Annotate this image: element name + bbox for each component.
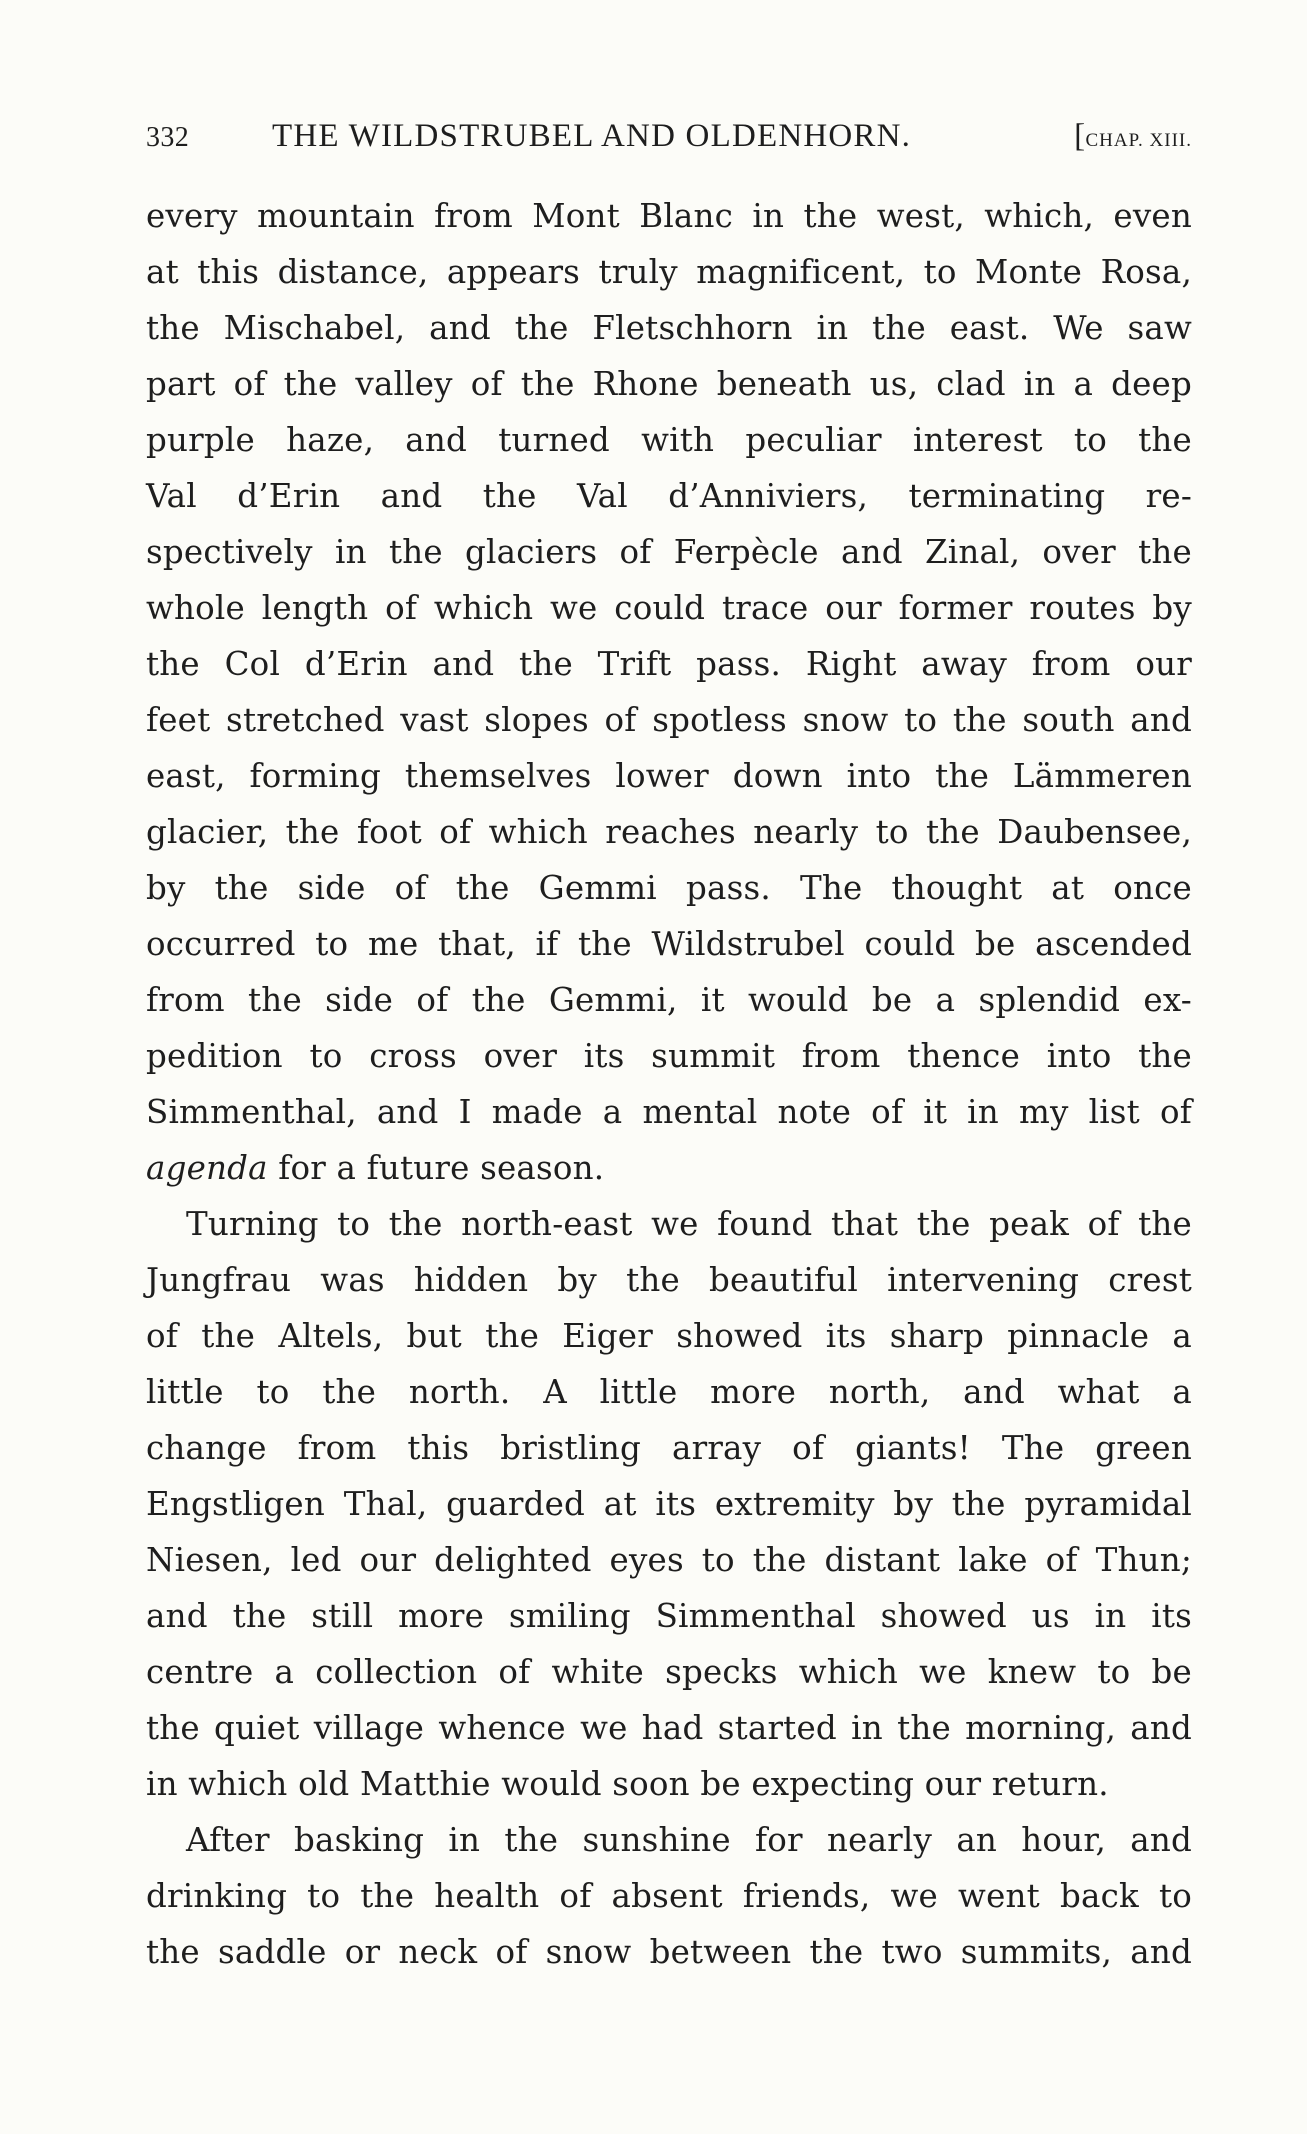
text-line: the Col d’Erin and the Trift pass. Right away from our [146, 645, 1192, 683]
text-line: centre a collection of white specks which we knew to be [146, 1653, 1192, 1691]
text-line: in which old Matthie would soon be expecting our return. [146, 1765, 1109, 1803]
text-line: little to the north. A little more north, and what a [146, 1373, 1192, 1411]
text-line: pedition to cross over its summit from thence into the [146, 1037, 1192, 1075]
chapter-label: CHAP. XIII. [1085, 130, 1192, 151]
text-line: glacier, the foot of which reaches nearly to the Daubensee, [146, 813, 1192, 851]
text-line [146, 1148, 1192, 1204]
text-line: whole length of which we could trace our former routes by [146, 589, 1192, 627]
italic-word: agenda [146, 1149, 268, 1187]
text-line: drinking to the health of absent friends, we went back to [146, 1877, 1192, 1915]
text-line: every mountain from Mont Blanc in the west, which, even [146, 197, 1192, 235]
text-line: spectively in the glaciers of Ferpècle and Zinal, over the [146, 533, 1192, 571]
text-line: the quiet village whence we had started in the morning, and [146, 1709, 1192, 1747]
body-text [146, 196, 1192, 1988]
text-line: part of the valley of the Rhone beneath us, clad in a deep [146, 365, 1192, 403]
text-line: occurred to me that, if the Wildstrubel could be ascended [146, 925, 1192, 963]
text-line: Niesen, led our delighted eyes to the distant lake of Thun; [146, 1541, 1192, 1579]
text-line: from the side of the Gemmi, it would be a splendid ex- [146, 981, 1192, 1019]
text-line: Val d’Erin and the Val d’Anniviers, terminating re- [146, 477, 1192, 515]
chapter-reference [1074, 118, 1192, 155]
text-line: Simmenthal, and I made a mental note of it in my list of [146, 1093, 1192, 1131]
page-number: 332 [146, 122, 190, 153]
text-line: the Mischabel, and the Fletschhorn in the east. We saw [146, 309, 1192, 347]
text-line: change from this bristling array of giants! The green [146, 1429, 1192, 1467]
text-line: purple haze, and turned with peculiar interest to the [146, 421, 1192, 459]
text-line: of the Altels, but the Eiger showed its sharp pinnacle a [146, 1317, 1192, 1355]
text-line: at this distance, appears truly magnificent, to Monte Rosa, [146, 253, 1192, 291]
text-line: by the side of the Gemmi pass. The thought at once [146, 869, 1192, 907]
text-line: Engstligen Thal, guarded at its extremity by the pyramidal [146, 1485, 1192, 1523]
text-line: Turning to the north-east we found that the peak of the [186, 1205, 1192, 1243]
text-line: east, forming themselves lower down into the Lämmeren [146, 757, 1192, 795]
chapter-bracket: [ [1074, 118, 1086, 154]
text-line: feet stretched vast slopes of spotless snow to the south and [146, 701, 1192, 739]
text-line-rest: for a future season. [267, 1149, 605, 1187]
text-line: Jungfrau was hidden by the beautiful intervening crest [146, 1261, 1192, 1299]
running-title: THE WILDSTRUBEL AND OLDENHORN. [272, 118, 912, 154]
text-line: and the still more smiling Simmenthal showed us in its [146, 1597, 1192, 1635]
text-line: the saddle or neck of snow between the two summits, and [146, 1933, 1192, 1971]
running-head [146, 118, 1192, 162]
text-line: After basking in the sunshine for nearly an hour, and [186, 1821, 1192, 1859]
